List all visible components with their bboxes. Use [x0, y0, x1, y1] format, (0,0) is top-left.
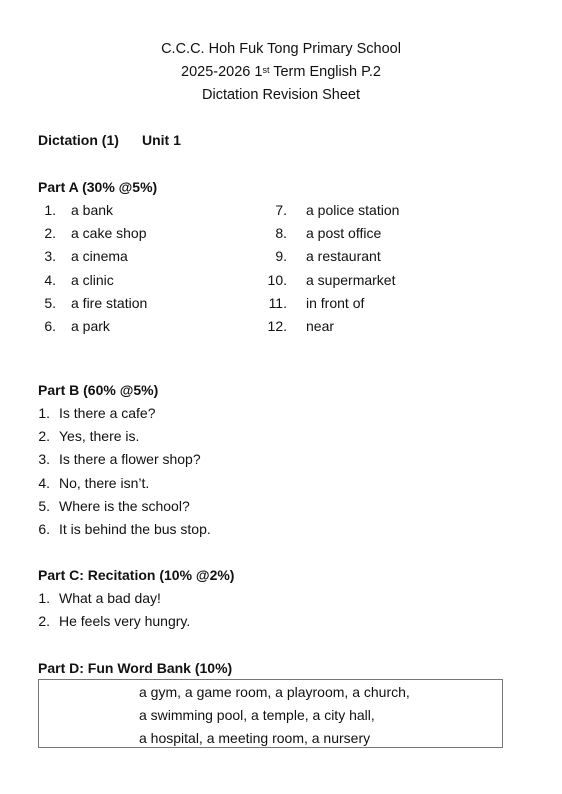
item-number: 6.: [44, 318, 56, 334]
item-number: 2.: [38, 428, 50, 445]
sheet-header: [0, 38, 562, 107]
item-text: Where is the school?: [59, 497, 190, 514]
item-text: Is there a flower shop?: [59, 451, 201, 468]
item-text: a park: [71, 318, 110, 334]
item-number: 1.: [44, 202, 56, 218]
item-number: 3.: [38, 451, 50, 468]
word-bank-line: a hospital, a meeting room, a nursery: [139, 730, 371, 746]
item-number: 6.: [38, 521, 50, 537]
word-bank-line: a gym, a game room, a playroom, a church,: [139, 684, 410, 700]
item-text: a restaurant: [306, 248, 381, 265]
item-text: a fire station: [71, 294, 148, 311]
item-text: a police station: [306, 202, 400, 218]
item-text: It is behind the bus stop.: [59, 521, 211, 537]
word-bank-box: [38, 679, 503, 748]
item-text: a clinic: [71, 271, 114, 288]
item-text: Yes, there is.: [59, 428, 140, 445]
item-number: 2.: [38, 613, 50, 630]
item-number: 11.: [268, 294, 287, 311]
part-b-title: Part B (60% @5%): [38, 382, 159, 398]
item-text: in front of: [306, 294, 365, 311]
dictation-label: Dictation (1): [38, 132, 119, 148]
term-subject: Term English P.2: [269, 64, 381, 80]
word-bank-line: a swimming pool, a temple, a city hall,: [139, 707, 375, 723]
item-text: What a bad day!: [59, 590, 161, 606]
unit-label: Unit 1: [142, 132, 181, 148]
part-c-title: Part C: Recitation (10% @2%): [38, 567, 235, 583]
item-number: 1.: [38, 405, 50, 421]
item-number: 1.: [38, 590, 50, 606]
item-number: 7.: [275, 202, 287, 218]
item-text: a bank: [71, 202, 114, 218]
term-ordinal: st: [262, 65, 270, 75]
item-text: He feels very hungry.: [59, 613, 191, 630]
item-number: 9.: [275, 248, 287, 265]
item-number: 4.: [44, 271, 56, 288]
sheet-title: Dictation Revision Sheet: [202, 87, 360, 103]
item-text: a cake shop: [71, 225, 147, 242]
item-number: 5.: [38, 497, 50, 514]
item-number: 4.: [38, 474, 50, 491]
item-text: a post office: [306, 225, 382, 242]
item-number: 12.: [267, 318, 287, 334]
part-d-title: Part D: Fun Word Bank (10%): [38, 660, 233, 676]
item-text: Is there a cafe?: [59, 405, 156, 421]
item-text: a supermarket: [306, 271, 396, 288]
item-number: 5.: [44, 294, 56, 311]
item-number: 3.: [44, 248, 56, 265]
part-a-title: Part A (30% @5%): [38, 179, 158, 195]
item-number: 8.: [275, 225, 287, 242]
item-text: No, there isn’t.: [59, 474, 150, 491]
item-number: 10.: [267, 271, 287, 288]
term-year: 2025-2026 1: [181, 64, 263, 80]
item-text: near: [306, 318, 335, 334]
school-name: C.C.C. Hoh Fuk Tong Primary School: [161, 41, 401, 57]
term-line: [0, 61, 562, 84]
item-text: a cinema: [71, 248, 128, 265]
item-number: 2.: [44, 225, 56, 242]
